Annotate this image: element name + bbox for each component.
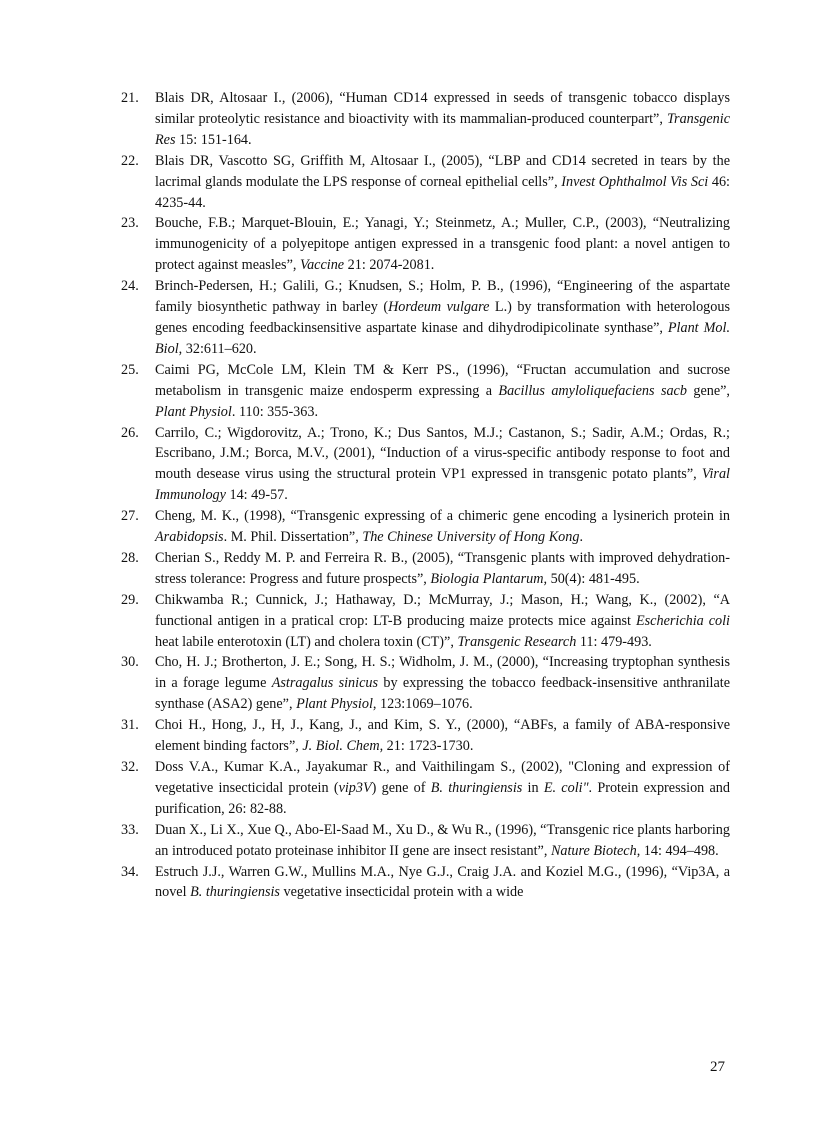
reference-italic-text: B. thuringiensis <box>430 779 523 796</box>
reference-italic-text: Nature Biotech <box>550 842 637 859</box>
reference-plain-text: Cheng, M. K., (1998), “Transgenic expressing of a chimeric gene encoding a lysinerich protein in <box>155 508 730 525</box>
reference-text <box>155 757 730 820</box>
reference-plain-text: gene”, <box>686 382 730 399</box>
reference-plain-text: . M. Phil. Dissertation”, <box>223 529 363 546</box>
reference-plain-text: Duan X., Li X., Xue Q., Abo-El-Saad M., Xu D., & Wu R., (1996), “Transgenic rice plants harboring an introduced potato proteinase inhibitor II gene are insect resistant”, <box>155 821 730 859</box>
reference-item <box>121 360 730 423</box>
reference-italic-text: Transgenic Research <box>457 633 577 650</box>
reference-number: 34. <box>121 863 139 880</box>
reference-plain-text: , 32:611–620. <box>178 340 257 357</box>
reference-italic-text: B. thuringiensis <box>190 884 280 901</box>
reference-number: 23. <box>121 215 139 232</box>
reference-plain-text: Bouche, F.B.; Marquet-Blouin, E.; Yanagi, Y.; Steinmetz, A.; Muller, C.P., (2003), “Neutralizing immunogenicity of a polyepitope antigen expressed in a transgenic food plant: a novel antigen to protect against measles”, <box>155 215 730 274</box>
reference-italic-text: Biologia Plantarum, <box>430 570 548 587</box>
reference-text <box>155 590 730 653</box>
reference-text <box>155 506 730 548</box>
reference-plain-text: 46: 4235-44. <box>155 173 730 211</box>
reference-item <box>121 506 730 548</box>
reference-plain-text: Blais DR, Altosaar I., (2006), “Human CD14 expressed in seeds of transgenic tobacco displays similar proteolytic resistance and bioactivity with its mammalian-produced counterpart”, <box>155 90 730 127</box>
reference-item <box>121 151 730 214</box>
reference-plain-text: , 14: 494–498. <box>636 842 719 859</box>
reference-plain-text: vegetative insecticidal protein with a wide <box>279 884 524 901</box>
reference-text <box>155 715 730 757</box>
reference-plain-text: Choi H., Hong, J., H, J., Kang, J., and Kim, S. Y., (2000), “ABFs, a family of ABA-responsive element binding factors”, <box>155 717 730 755</box>
reference-plain-text: . Protein expression and purification, 26: 82-88. <box>155 779 730 817</box>
reference-item <box>121 820 730 862</box>
reference-number: 26. <box>121 424 139 441</box>
reference-italic-text: Vaccine <box>299 257 345 274</box>
reference-number: 22. <box>121 152 139 169</box>
reference-number: 27. <box>121 508 139 525</box>
reference-text <box>155 820 730 862</box>
reference-item <box>121 862 730 904</box>
reference-plain-text: ) gene of <box>371 779 431 796</box>
reference-plain-text: Carrilo, C.; Wigdorovitz, A.; Trono, K.; Dus Santos, M.J.; Castanon, S.; Sadir, A.M.; Ordas, R.; Escribano, J.M.; Borca, M.V., (2001), “Induction of a virus-specific antibody response to foot and mouth desease virus using the structural protein VP1 expressed in transgenic potato plants”, <box>155 424 730 483</box>
reference-item <box>121 652 730 715</box>
reference-plain-text: , 123:1069–1076. <box>372 696 473 713</box>
reference-italic-text: Arabidopsis <box>155 529 224 546</box>
reference-number: 24. <box>121 278 139 295</box>
reference-italic-text: vip3V <box>338 779 372 796</box>
reference-italic-text: Plant Mol. Biol <box>155 319 730 357</box>
reference-text <box>155 276 730 360</box>
reference-plain-text: . <box>579 529 583 546</box>
reference-number: 31. <box>121 717 139 734</box>
reference-italic-text: Escherichia coli <box>635 612 730 629</box>
reference-number: 29. <box>121 591 139 608</box>
reference-number: 30. <box>121 654 139 671</box>
reference-plain-text: Blais DR, Vascotto SG, Griffith M, Altosaar I., (2005), “LBP and CD14 secreted in tears by the lacrimal glands modulate the LPS response of corneal epithelial cells”, <box>155 152 730 190</box>
reference-text <box>155 862 730 904</box>
reference-item <box>121 213 730 276</box>
reference-plain-text: Brinch-Pedersen, H.; Galili, G.; Knudsen, S.; Holm, P. B., (1996), “Engineering of the aspartate family biosynthetic pathway in barley ( <box>155 278 730 316</box>
reference-plain-text: Doss V.A., Kumar K.A., Jayakumar R., and Vaithilingam S., (2002), "Cloning and expression of vegetative insecticidal protein ( <box>155 759 730 796</box>
reference-plain-text: 21: 1723-1730. <box>383 738 474 755</box>
reference-number: 21. <box>121 90 139 106</box>
reference-plain-text: 14: 49-57. <box>225 487 288 504</box>
reference-italic-text: Hordeum vulgare <box>388 299 490 316</box>
reference-number: 28. <box>121 549 139 566</box>
page-number: 27 <box>710 1059 725 1075</box>
reference-italic-text: The Chinese University of Hong Kong <box>362 529 580 546</box>
reference-italic-text: Plant Physiol <box>296 696 373 713</box>
reference-plain-text: by expressing the tobacco feedback-insensitive anthranilate synthase (ASA2) gene”, <box>155 675 730 713</box>
reference-text <box>155 652 730 715</box>
reference-italic-text: Bacillus amyloliquefaciens sacb <box>498 382 687 399</box>
reference-text <box>155 423 730 507</box>
reference-italic-text: Invest Ophthalmol Vis Sci <box>561 173 709 190</box>
reference-item <box>121 548 730 590</box>
reference-number: 32. <box>121 759 139 775</box>
reference-number: 25. <box>121 361 139 378</box>
reference-plain-text: in <box>522 779 544 796</box>
reference-plain-text: 15: 151-164. <box>175 131 252 148</box>
reference-plain-text: Cho, H. J.; Brotherton, J. E.; Song, H. S.; Widholm, J. M., (2000), “Increasing tryptophan synthesis in a forage legume <box>155 654 730 692</box>
reference-plain-text: L.) by transformation with heterologous genes encoding feedbackinsensitive aspartate kinase and dihydrodipicolinate synthase”, <box>155 299 730 336</box>
reference-italic-text: J. Biol. Chem, <box>302 738 384 755</box>
reference-list <box>121 88 730 903</box>
reference-item <box>121 88 730 151</box>
reference-italic-text: Viral Immunology <box>155 466 730 504</box>
reference-italic-text: Transgenic Res <box>155 110 730 148</box>
reference-italic-text: Plant Physiol <box>155 403 232 420</box>
reference-italic-text: Astragalus sinicus <box>271 675 378 692</box>
reference-text <box>155 88 730 151</box>
reference-text <box>155 548 730 590</box>
reference-item <box>121 715 730 757</box>
reference-text <box>155 213 730 276</box>
reference-number: 33. <box>121 821 139 838</box>
reference-plain-text: Caimi PG, McCole LM, Klein TM & Kerr PS., (1996), “Fructan accumulation and sucrose metabolism in transgenic maize endosperm expressing a <box>155 361 730 399</box>
reference-text <box>155 360 730 423</box>
reference-item <box>121 276 730 360</box>
reference-text <box>155 151 730 214</box>
reference-plain-text: 50(4): 481-495. <box>547 570 640 587</box>
reference-plain-text: Cherian S., Reddy M. P. and Ferreira R. B., (2005), “Transgenic plants with improved dehydration-stress tolerance: Progress and future prospects”, <box>155 549 730 587</box>
reference-plain-text: Chikwamba R.; Cunnick, J.; Hathaway, D.; McMurray, J.; Mason, H.; Wang, K., (2002), “A functional antigen in a pratical crop: LT-B producing maize protects mice against <box>155 591 730 629</box>
reference-item <box>121 423 730 507</box>
reference-item <box>121 590 730 653</box>
reference-italic-text: E. coli" <box>543 779 589 796</box>
reference-plain-text: 21: 2074-2081. <box>344 257 435 274</box>
reference-item <box>121 757 730 820</box>
reference-plain-text: heat labile enterotoxin (LT) and cholera toxin (CT)”, <box>155 633 458 650</box>
reference-plain-text: Estruch J.J., Warren G.W., Mullins M.A., Nye G.J., Craig J.A. and Koziel M.G., (1996), “Vip3A, a novel <box>155 863 730 901</box>
reference-plain-text: . 110: 355-363. <box>231 403 319 420</box>
reference-plain-text: 11: 479-493. <box>576 633 652 650</box>
